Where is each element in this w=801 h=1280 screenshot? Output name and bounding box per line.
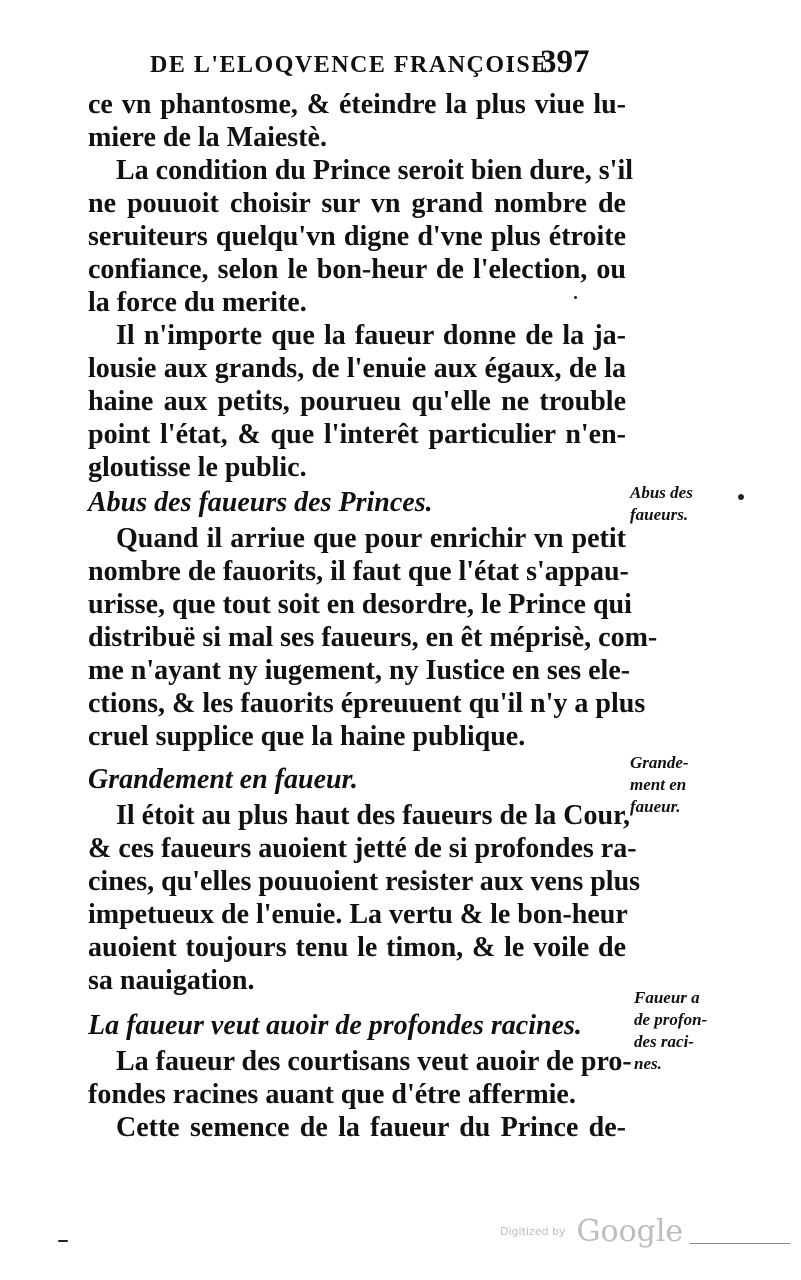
margin-note-line: faueur.: [630, 797, 681, 816]
running-header: [150, 44, 630, 80]
ink-speck: [58, 1240, 68, 1242]
running-title: DE L'ELOQVENCE FRANÇOISE.: [150, 52, 557, 78]
text-line: ce vn phantosme, & éteindre la plus viue lu-: [88, 89, 626, 120]
text-line: La faueur des courtisans veut auoir de pro-: [116, 1046, 632, 1077]
text-line: point l'état, & que l'interêt particulier n'en-: [88, 419, 626, 450]
margin-note-line: faueurs.: [630, 505, 689, 524]
text-line: Cette semence de la faueur du Prince de-: [116, 1112, 626, 1143]
text-line: cruel supplice que la haine publique.: [88, 721, 526, 752]
text-line: cines, qu'elles pouuoient resister aux vens plus: [88, 866, 641, 897]
section-heading: La faueur veut auoir de profondes racines.: [88, 1010, 582, 1041]
text-line: Quand il arriue que pour enrichir vn petit: [116, 523, 626, 554]
text-line: ne pouuoit choisir sur vn grand nombre de: [88, 188, 626, 219]
margin-note-line: Faueur a: [634, 988, 700, 1007]
text-line: haine aux petits, pourueu qu'elle ne trouble: [88, 386, 626, 417]
section-heading: Abus des faueurs des Princes.: [88, 487, 433, 518]
margin-note-line: Grande-: [630, 753, 689, 772]
text-line: me n'ayant ny iugement, ny Iustice en ses ele-: [88, 655, 631, 686]
text-line: fondes racines auant que d'étre affermie.: [88, 1079, 576, 1110]
margin-note: [634, 987, 707, 1075]
digitized-by-label: Digitized by: [500, 1225, 566, 1238]
digitization-watermark: [500, 1214, 683, 1249]
text-line: ctions, & les fauorits épreuuent qu'il n'y a plus: [88, 688, 646, 719]
text-line: distribuë si mal ses faueurs, en êt méprisè, com-: [88, 622, 658, 653]
main-text: [88, 88, 658, 1144]
bottom-rule: [690, 1243, 790, 1244]
page-number: 397: [540, 44, 590, 80]
text-line: sa nauigation.: [88, 965, 255, 996]
text-line: & ces faueurs auoient jetté de si profondes ra-: [88, 833, 637, 864]
text-line: seruiteurs quelqu'vn digne d'vne plus étroite: [88, 221, 626, 252]
ink-speck: [574, 296, 577, 299]
margin-note-line: de profon-: [634, 1010, 708, 1029]
text-line: impetueux de l'enuie. La vertu & le bon-heur: [88, 899, 628, 930]
margin-note: [630, 752, 689, 818]
text-line: auoient toujours tenu le timon, & le voile de: [88, 932, 626, 963]
text-line: lousie aux grands, de l'enuie aux égaux, de la: [88, 353, 626, 384]
section-heading: Grandement en faueur.: [88, 764, 358, 795]
text-line: gloutisse le public.: [88, 452, 307, 483]
margin-note-line: ment en: [630, 775, 687, 794]
text-line: Il étoit au plus haut des faueurs de la Cour,: [116, 800, 630, 831]
google-logo: Google: [576, 1214, 684, 1249]
text-line: nombre de fauorits, il faut que l'état s'appau-: [88, 556, 629, 587]
margin-note-line: des raci-: [634, 1032, 694, 1051]
ink-speck: [738, 494, 744, 500]
margin-note-line: nes.: [634, 1054, 662, 1073]
text-line: urisse, que tout soit en desordre, le Prince qui: [88, 589, 632, 620]
text-line: miere de la Maiestè.: [88, 122, 327, 153]
text-line: Il n'importe que la faueur donne de la ja-: [116, 320, 626, 351]
text-line: la force du merite.: [88, 287, 307, 318]
margin-note-line: Abus des: [630, 483, 693, 502]
margin-note: [630, 482, 693, 526]
text-line: La condition du Prince seroit bien dure, s'il: [116, 155, 634, 186]
text-line: confiance, selon le bon-heur de l'election, ou: [88, 254, 626, 285]
